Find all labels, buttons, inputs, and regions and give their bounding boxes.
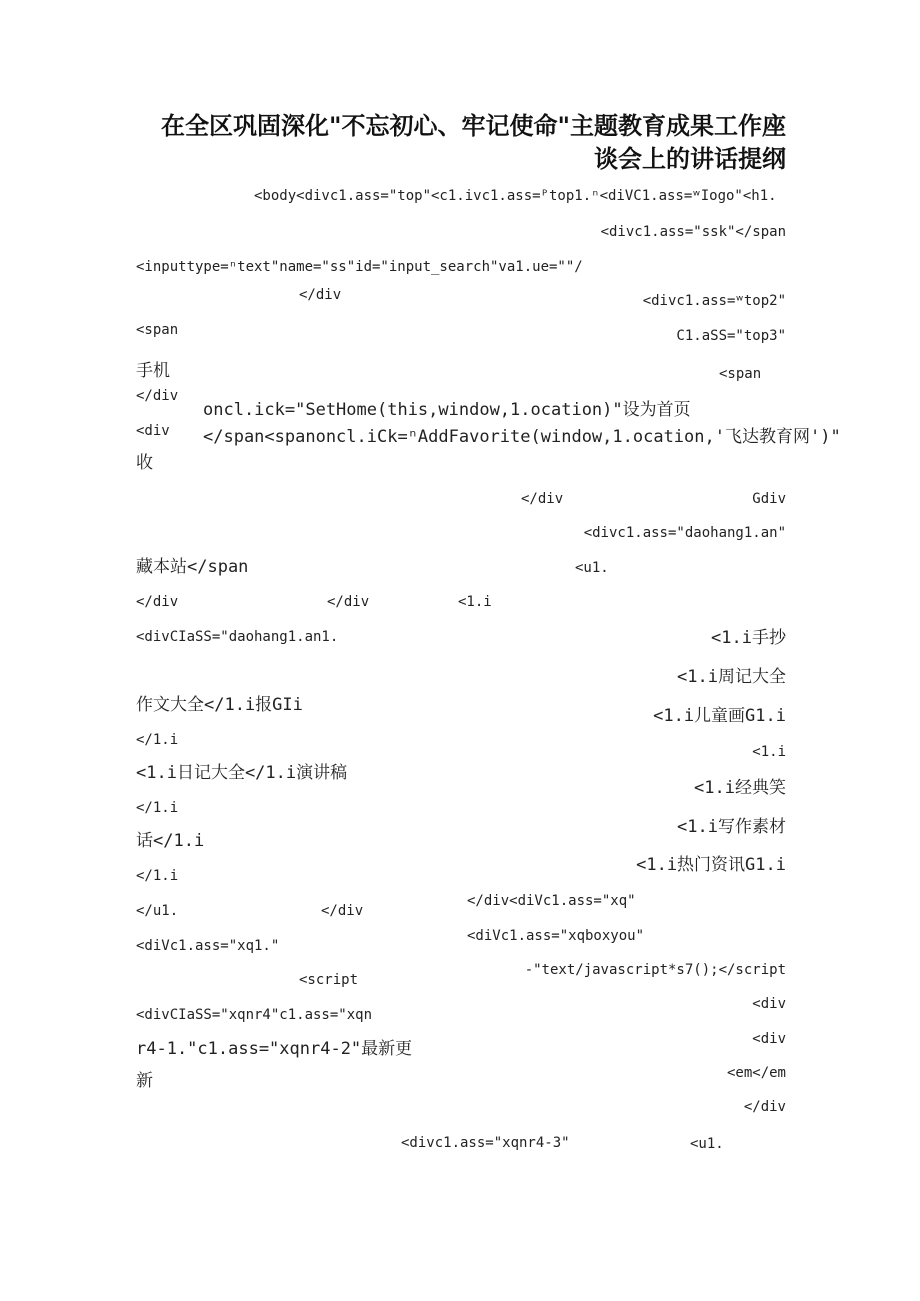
text-fragment: <body<divc1.ass="top"<c1.ivc1.ass=ᴾtop1.ⁿ<diVC1.ass=ʷIogo"<h1. [254,188,777,204]
text-fragment: 话</1.i [136,831,205,851]
text-fragment: 作文大全</1.i报GIi [136,695,303,715]
text-fragment: <script [299,972,359,988]
document-title-line-2: 谈会上的讲话提纲 [594,145,786,173]
text-fragment: </div [743,1099,786,1115]
text-fragment: </u1. [136,903,179,919]
text-fragment: </div [299,287,342,303]
text-fragment: <1.i [752,744,786,760]
document-title-line-1: 在全区巩固深化"不忘初心、牢记使命"主题教育成果工作座 [160,112,786,140]
text-fragment: <divc1.ass="ssk"</span [600,224,786,240]
text-fragment: r4-1."c1.ass="xqnr4-2"最新更 [136,1039,413,1059]
text-fragment: <1.i写作素材 [677,817,786,837]
text-fragment: </div [327,594,370,610]
text-fragment: </div [136,388,179,404]
text-fragment: </1.i [136,732,179,748]
text-fragment: </div [321,903,364,919]
text-fragment: <1.i经典笑 [694,778,786,798]
text-fragment: <inputtype=ⁿtext"name="ss"id="input_search"va1.ue=""/ [136,259,583,275]
text-fragment: <div [752,1031,786,1047]
text-fragment: </div [521,491,564,507]
text-fragment: <divCIaSS="xqnr4"c1.ass="xqn [136,1007,373,1023]
text-fragment: <divc1.ass=ʷtop2" [642,293,786,309]
text-fragment: 新 [136,1071,153,1091]
text-fragment: <span [136,322,179,338]
text-fragment: Gdiv [752,491,786,507]
text-fragment: 收 [136,453,153,473]
text-fragment: 手机 [136,361,170,381]
text-fragment: <em</em [726,1065,786,1081]
text-fragment: <div [752,996,786,1012]
text-fragment: 藏本站</span [136,557,249,577]
text-fragment: oncl.ick="SetHome(this,window,1.ocation)"设为首页 [203,400,691,420]
text-fragment: <u1. [690,1136,724,1152]
text-fragment: -"text/javascript*s7();</script [524,962,786,978]
text-fragment: <1.i儿童画G1.i [653,706,786,726]
text-fragment: <1.i热门资讯G1.i [636,855,786,875]
text-fragment: <diVc1.ass="xq1." [136,938,280,954]
text-fragment: <divc1.ass="xqnr4-3" [401,1135,570,1151]
text-fragment: </div<diVc1.ass="xq" [467,893,636,909]
text-fragment: <1.i手抄 [711,628,786,648]
text-fragment: <div [136,423,170,439]
text-fragment: <u1. [575,560,609,576]
text-fragment: </div [136,594,179,610]
text-fragment: <1.i周记大全 [677,667,786,687]
text-fragment: <diVc1.ass="xqboxyou" [467,928,645,944]
text-fragment: </1.i [136,868,179,884]
text-fragment: </span<spanoncl.iCk=ⁿAddFavorite(window,1.ocation,'飞达教育网')" [203,427,841,447]
text-fragment: <divCIaSS="daohang1.an1. [136,629,339,645]
text-fragment: <1.i日记大全</1.i演讲稿 [136,763,348,783]
text-fragment: </1.i [136,800,179,816]
text-fragment: <span [719,366,762,382]
text-fragment: C1.aSS="top3" [676,328,786,344]
text-fragment: <divc1.ass="daohang1.an" [583,525,786,541]
text-fragment: <1.i [458,594,492,610]
